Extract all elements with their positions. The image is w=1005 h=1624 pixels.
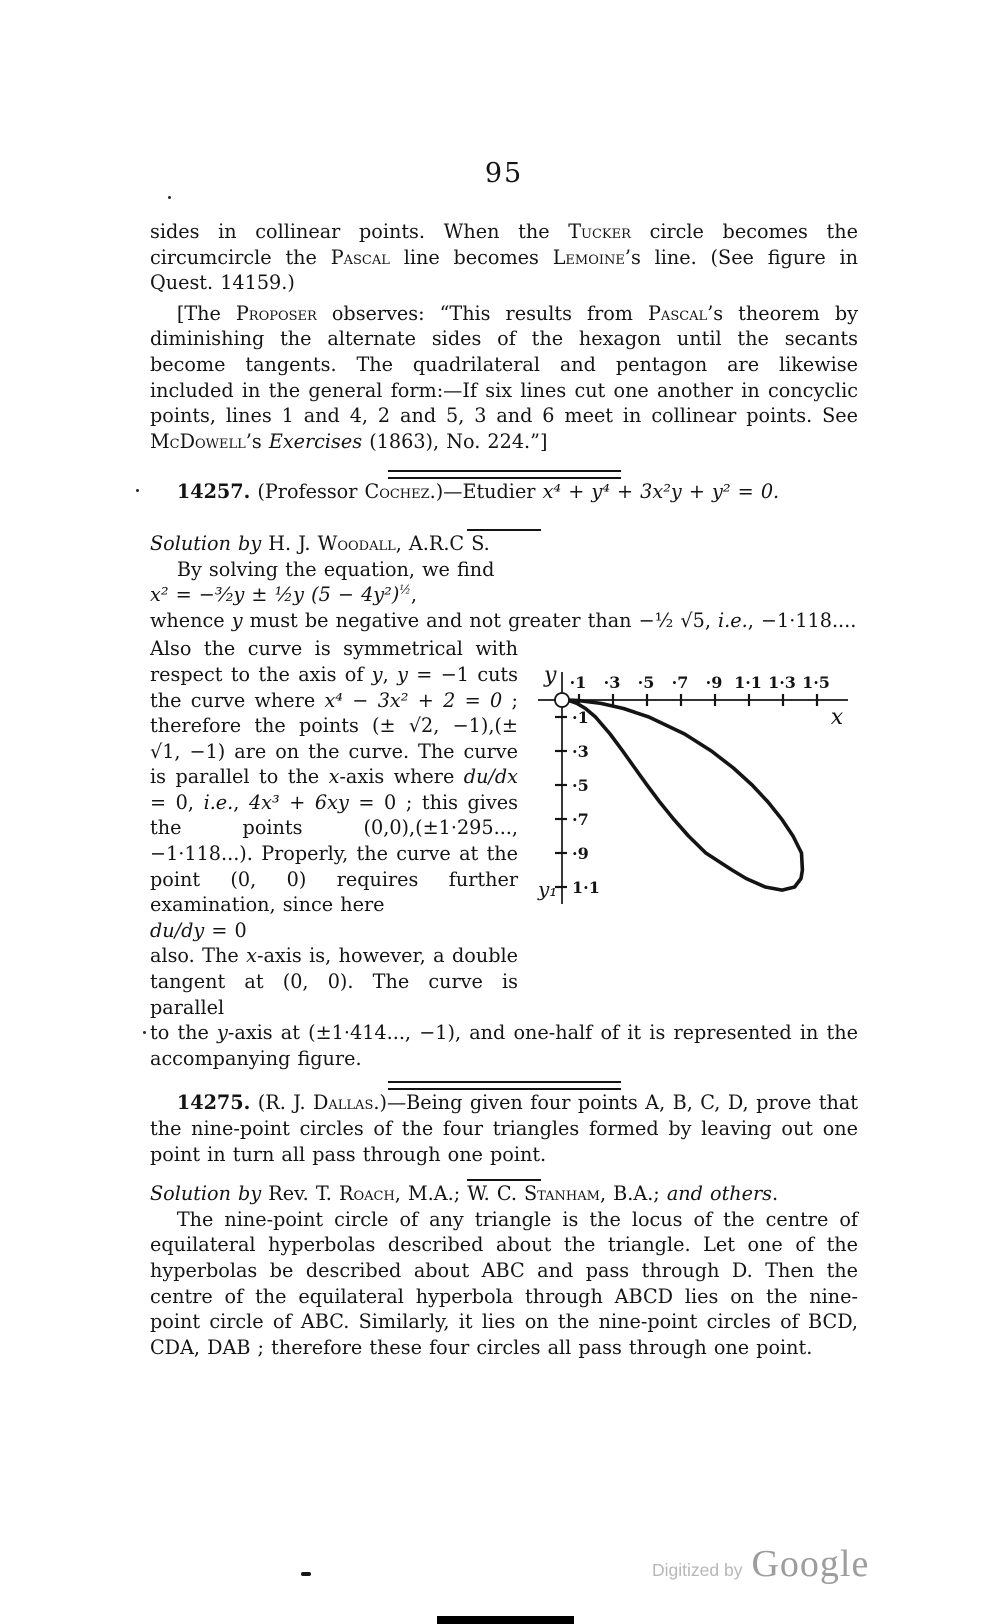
x-tick-label: 1·3 [768, 673, 796, 693]
y-tick-label: ·7 [572, 810, 589, 830]
digitized-by-text: Digitized by [652, 1560, 743, 1580]
solution-attribution-14275: Solution by Rev. T. Roach, M.A.; W. C. Stanham, B.A.; and others. [150, 1182, 779, 1206]
y-tick-label: ·5 [572, 776, 589, 796]
scan-speck [136, 489, 139, 492]
solution-body-14275: The nine-point circle of any triangle is the locus of the centre of equilateral hyperbolas described about the triangle. Let one of the hyperbolas be described about ABC and pass through D. Then the centre of the equilateral hyperbola through ABCD lies on the nine-point circle of ABC. Similarly, it lies on the nine-point circles of BCD, CDA, DAB ; therefore these four circles all pass through one point. [150, 1207, 858, 1359]
text-and-figure-region [150, 636, 858, 1020]
solution-body-left: Also the curve is symmetrical with respect to the axis of y, y = −1 cuts the curve where x⁴ − 3x² + 2 = 0 ; therefore the points (± √2, −1),(± √1, −1) are on the curve. The curve is parallel to the x-axis where du/dx = 0, i.e., 4x³ + 6xy = 0 ; this gives the points (0,0),(±1·295..., −1·118...). Properly, the curve at the point (0, 0) requires further examination, since here [150, 637, 518, 917]
y-tick-label: ·9 [572, 844, 589, 864]
left-text-column [150, 636, 518, 1020]
page-content [150, 0, 858, 1360]
y-tick-label: 1·1 [572, 878, 600, 898]
paragraph-proposer-note: [The Proposer observes: “This results from Pascal’s theorem by diminishing the alternate sides of the hexagon until the secants become tangents. The quadrilateral and pentagon are likewise included in the general form:—If six lines cut one another in concyclic points, lines 1 and 4, 2 and 5, 3 and 6 meet in collinear points. See McDowell’s Exercises (1863), No. 224.”] [150, 301, 858, 453]
scan-speck [168, 196, 171, 199]
scan-speck [143, 1031, 146, 1034]
solution-attribution-14257: Solution by H. J. Woodall, A.R.C S. [150, 531, 490, 555]
equation-x-squared: x² = −³⁄₂y ± ½y $(5 - 4y^2)^{\frac{1}{2}}$, [150, 582, 417, 607]
scan-bottom-bar [437, 1616, 574, 1624]
x-tick-label: ·1 [569, 673, 587, 693]
x-tick-label: 1·5 [802, 673, 830, 693]
section-divider-double [388, 470, 621, 479]
question-14257-heading: 14257. (Professor Cochez.)—Etudier x⁴ + y⁴ + 3x²y + y² = 0. [176, 480, 780, 504]
equation-du-dy: du/dy = 0 [150, 918, 247, 942]
y-tick-label: ·1 [572, 708, 589, 728]
google-digitization-footer [652, 1542, 869, 1586]
x-tick-label: ·5 [637, 673, 655, 693]
curve-plot [532, 648, 858, 908]
x-tick-label: ·3 [603, 673, 621, 693]
solution-intro-line: By solving the equation, we find [176, 557, 495, 581]
section-divider-double-2 [388, 1081, 621, 1090]
page-number: 95 [484, 158, 524, 189]
y-axis-label: y [544, 663, 557, 689]
x-axis-label: x [830, 705, 844, 731]
curve-figure [518, 636, 858, 1020]
x-tick-label: ·9 [705, 673, 723, 693]
curve-path [562, 700, 802, 890]
google-logo: Google [751, 1543, 870, 1585]
scan-speck [301, 1572, 311, 1576]
question-14275-heading: 14275. (R. J. Dallas.)—Being given four points A, B, C, D, prove that the nine-point circles of the four triangles formed by leaving out one point in turn all pass through one point. [150, 1091, 858, 1166]
solution-body-tail: to the y-axis at (±1·414..., −1), and one-half of it is represented in the accompanying figure. [150, 1021, 858, 1070]
y-tick-label: ·3 [572, 742, 589, 762]
whence-line: whence y must be negative and not greater than −½ √5, i.e., −1·118.... [150, 608, 857, 632]
x-tick-label: 1·1 [734, 673, 762, 693]
solution-body-left-2: also. The x-axis is, however, a double tangent at (0, 0). The curve is parallel [150, 944, 518, 1019]
origin-circle [555, 693, 569, 707]
y1-axis-label: y₁ [538, 877, 558, 902]
paragraph-collinear-points: sides in collinear points. When the Tucker circle becomes the circumcircle the Pascal line becomes Lemoine’s line. (See figure in Quest. 14159.) [150, 220, 858, 295]
x-tick-label: ·7 [671, 673, 689, 693]
